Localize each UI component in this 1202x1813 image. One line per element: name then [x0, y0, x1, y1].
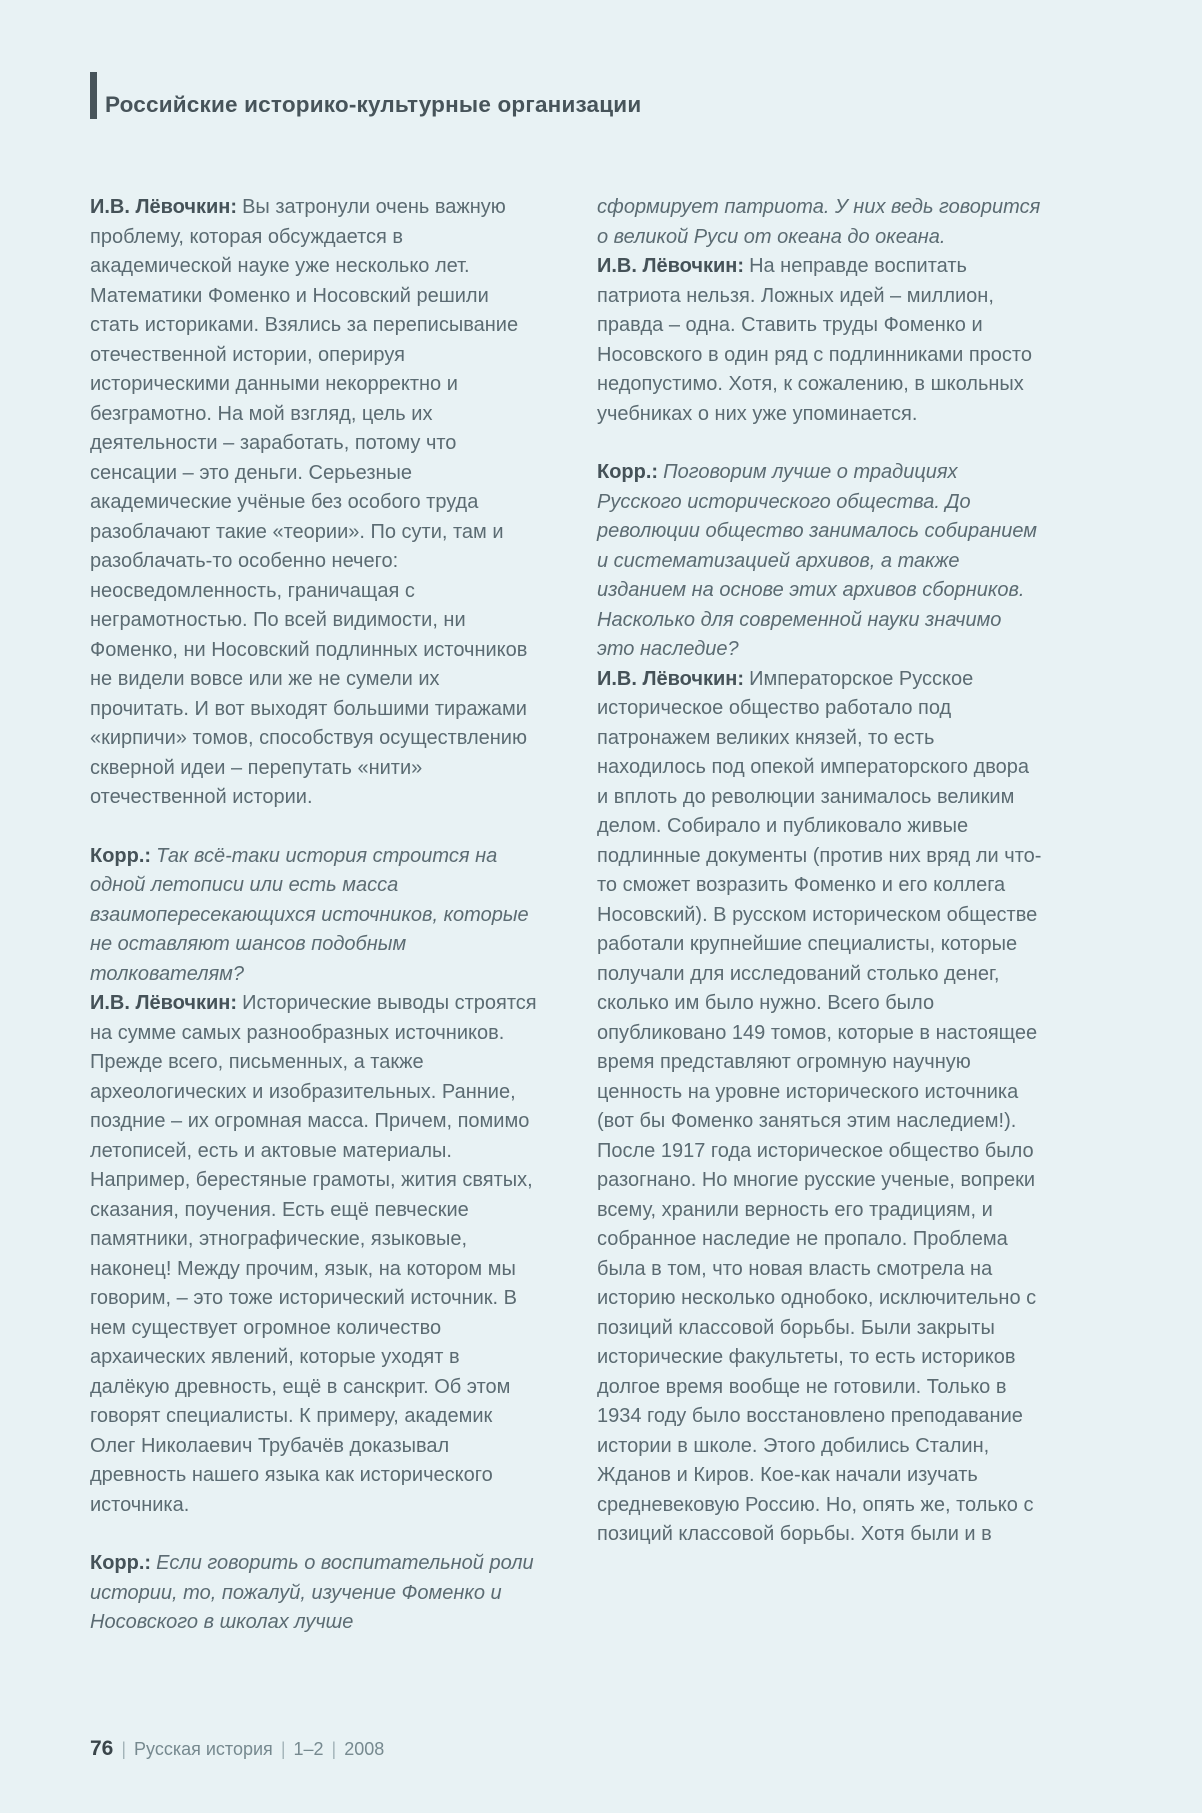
footer-separator: |	[331, 1739, 337, 1759]
paragraph-text: Если говорить о воспитательной роли истории, то, пожалуй, изучение Фоменко и Носовского в школах лучше	[90, 1552, 534, 1633]
speaker-label: И.В. Лёвочкин:	[597, 667, 745, 690]
journal-title: Русская история	[134, 1739, 273, 1759]
dialogue-paragraph	[90, 989, 537, 1520]
speaker-label: Корр.:	[597, 461, 659, 483]
paragraph-text: Вы затронули очень важную проблему, которая обсуждается в академической науке уже несколько лет. Математики Фоменко и Носовский решили стать историками. Взялись за переписывание отечественной истории, оперируя историческими данными некорректно и безграмотно. На мой взгляд, цель их деятельности – заработать, потому что сенсации – это деньги. Серьезные академические учёные без особого труда разоблачают такие «теории». По сути, там и разоблачать-то особенно нечего: неосведомленность, граничащая с неграмотностью. По всей видимости, ни Фоменко, ни Носовский подлинных источников не видели вовсе или же не сумели их прочитать. И вот выходят большими тиражами «кирпичи» томов, способствуя осуществлению скверной идеи – перепутать «нити» отечественной истории.	[90, 196, 528, 808]
speaker-label: И.В. Лёвочкин:	[90, 196, 238, 218]
paragraph-text: На неправде воспитать патриота нельзя. Ложных идей – миллион, правда – одна. Ставить труды Фоменко и Носовского в один ряд с подлинниками просто недопустимо. Хотя, к сожалению, в школьных учебниках о них уже упоминается.	[597, 255, 1032, 425]
paragraph-text: Поговорим лучше о традициях Русского исторического общества. До революции общество занималось собиранием и систематизацией архивов, а также изданием на основе этих архивов сборников. Насколько для современной науки значимо это наследие?	[597, 461, 1038, 660]
footer-separator: |	[280, 1739, 286, 1759]
speaker-label: Корр.:	[90, 1552, 152, 1574]
issue-year: 2008	[344, 1739, 385, 1759]
paragraph-text: сформирует патриота. У них ведь говорится о великой Руси от океана до океана.	[597, 196, 1041, 248]
dialogue-paragraph	[90, 842, 537, 990]
section-title: Российские историко-культурные организации	[105, 92, 642, 117]
dialogue-paragraph	[90, 1549, 537, 1638]
paragraph-text: Так всё-таки история строится на одной летописи или есть масса взаимопересекающихся источников, которые не оставляют шансов подобным толкователям?	[90, 844, 529, 985]
page-number: 76	[90, 1737, 114, 1760]
section-header	[90, 72, 641, 119]
header-accent-bar	[90, 72, 97, 119]
page-footer	[90, 1737, 384, 1761]
dialogue-paragraph-continuation	[597, 193, 1044, 252]
dialogue-paragraph	[90, 193, 537, 813]
paragraph-text: Исторические выводы строятся на сумме самых разнообразных источников. Прежде всего, письменных, а также археологических и изобразительных. Ранние, поздние – их огромная масса. Причем, помимо летописей, есть и актовые материалы. Например, берестяные грамоты, жития святых, сказания, поучения. Есть ещё певческие памятники, этнографические, языковые, наконец! Между прочим, язык, на котором мы говорим, – это тоже исторический источник. В нем существует огромное количество архаических явлений, которые уходят в далёкую древность, ещё в санскрит. Об этом говорят специалисты. К примеру, академик Олег Николаевич Трубачёв доказывал древность нашего языка как исторического источника.	[90, 992, 537, 1516]
dialogue-paragraph	[597, 665, 1044, 1550]
speaker-label: И.В. Лёвочкин:	[597, 255, 745, 277]
dialogue-paragraph	[597, 458, 1044, 665]
left-text-column	[90, 193, 537, 1638]
right-text-column	[597, 193, 1044, 1550]
dialogue-paragraph	[597, 252, 1044, 429]
issue-number: 1–2	[293, 1739, 324, 1759]
speaker-label: Корр.:	[90, 844, 152, 867]
paragraph-text: Императорское Русское историческое общество работало под патронажем великих князей, то есть находилось под опекой императорского двора и вплоть до революции занималось великим делом. Собирало и публиковало живые подлинные документы (против них вряд ли что-то сможет возразить Фоменко и его коллега Носовский). В русском историческом обществе работали крупнейшие специалисты, которые получали для исследований столько денег, сколько им было нужно. Всего было опубликовано 149 томов, которые в настоящее время представляют огромную научную ценность на уровне исторического источника (вот бы Фоменко заняться этим наследием!). После 1917 года историческое общество было разогнано. Но многие русские ученые, вопреки всему, хранили верность его традициям, и собранное наследие не пропало. Проблема была в том, что новая власть смотрела на историю несколько однобоко, исключительно с позиций классовой борьбы. Были закрыты исторические факультеты, то есть историков долгое время вообще не готовили. Только в 1934 году было восстановлено преподавание истории в школе. Этого добились Сталин, Жданов и Киров. Кое-как начали изучать средневековую Россию. Но, опять же, только с позиций классовой борьбы. Хотя были и в	[597, 667, 1042, 1545]
footer-separator: |	[121, 1739, 127, 1759]
speaker-label: И.В. Лёвочкин:	[90, 992, 238, 1014]
